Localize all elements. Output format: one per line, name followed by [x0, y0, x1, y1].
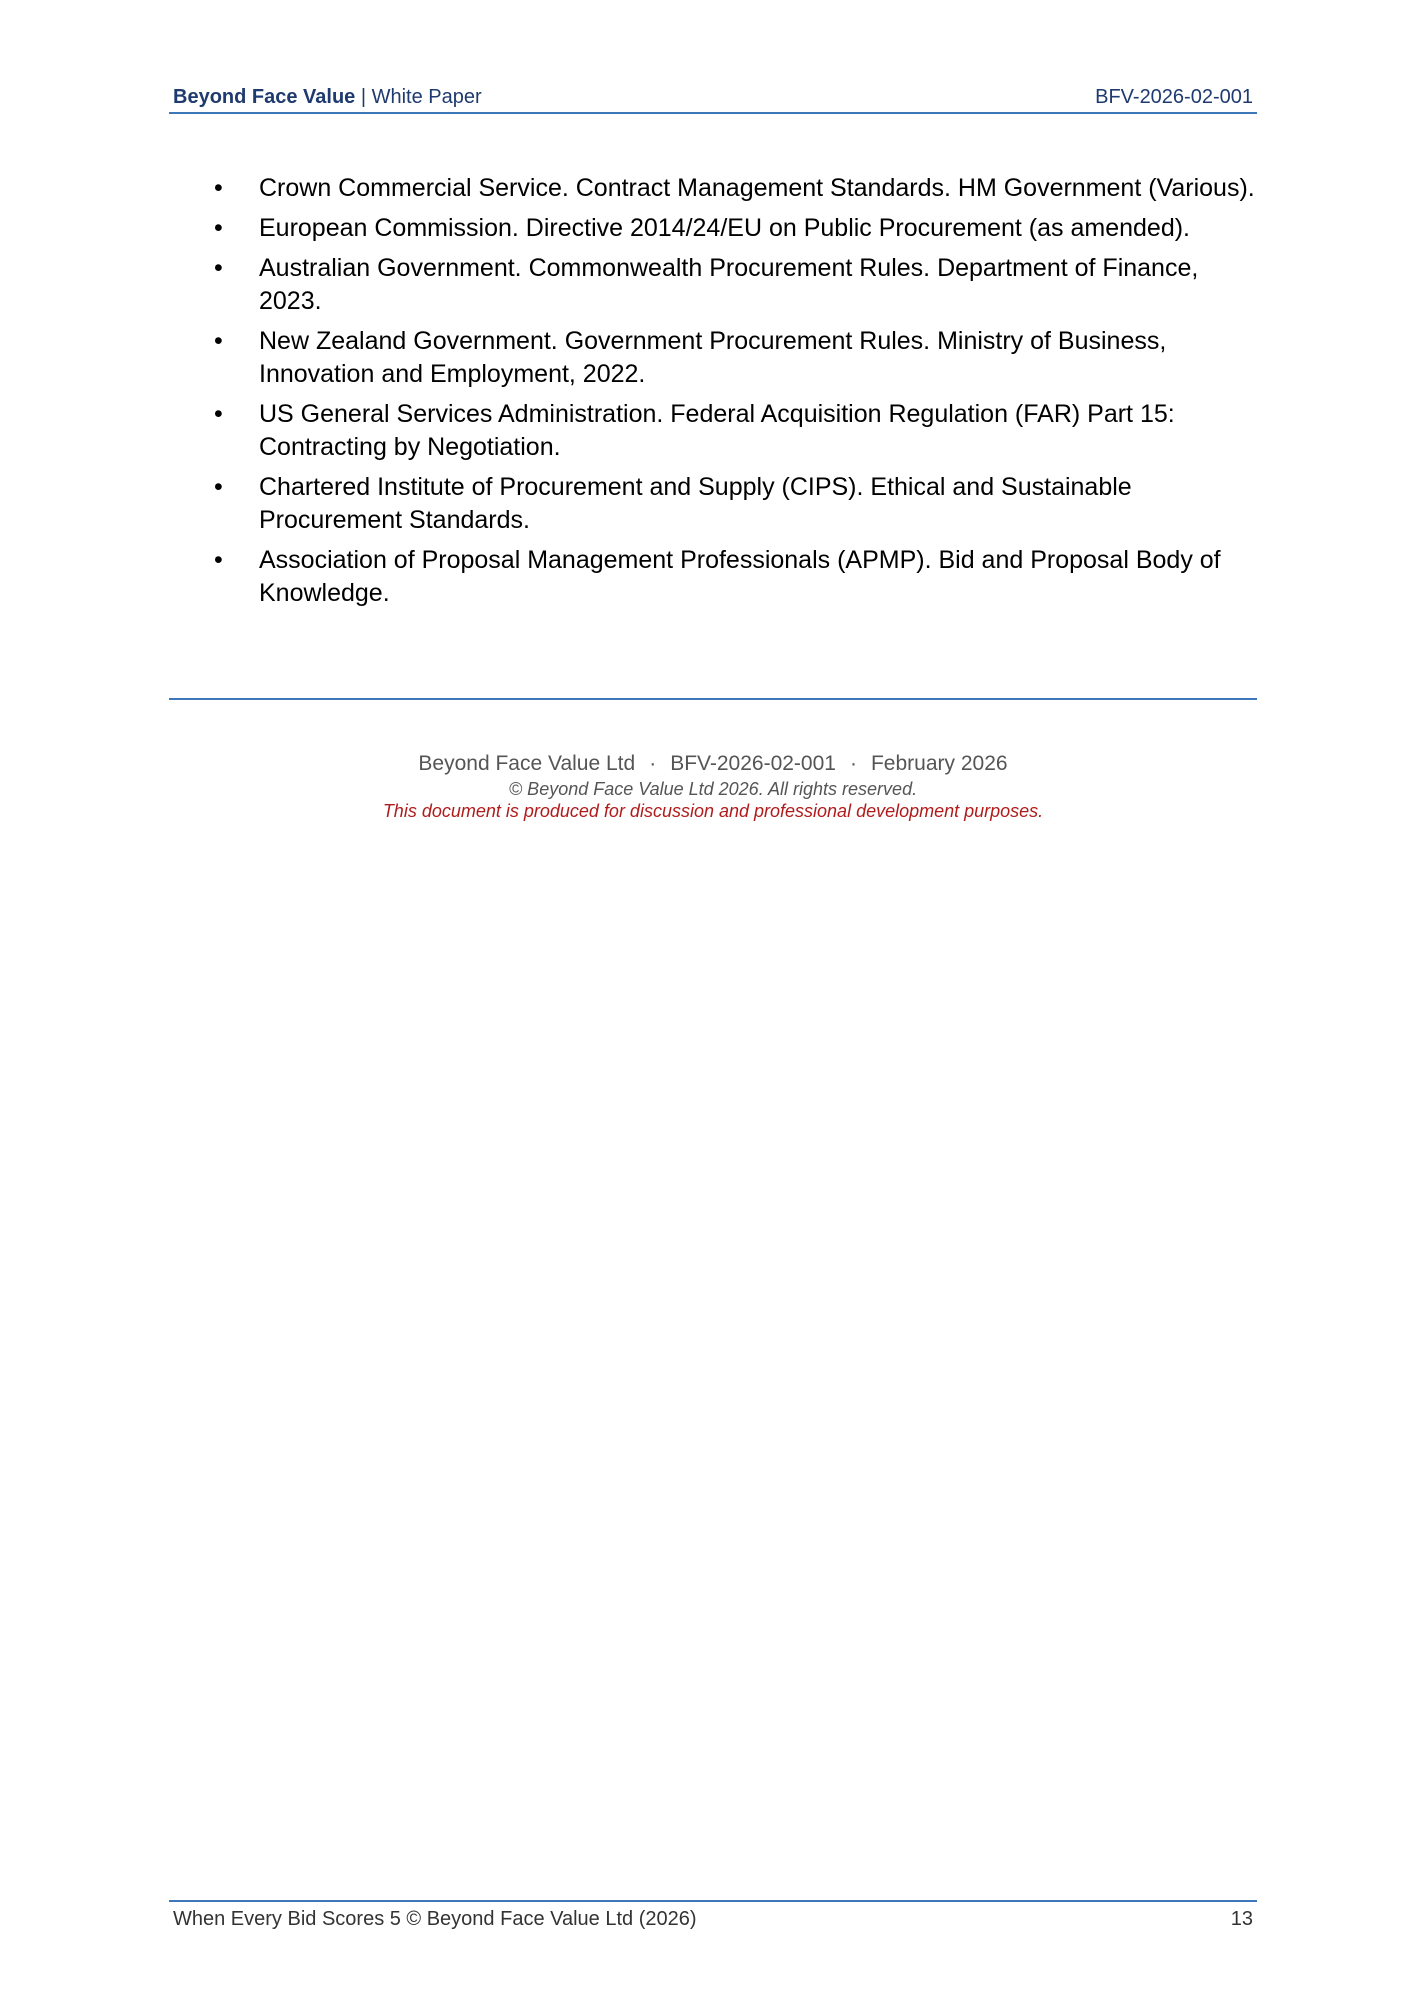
header-separator: | [355, 86, 372, 108]
reference-item [169, 212, 1257, 245]
footer-divider [169, 1900, 1257, 1902]
content-divider [169, 698, 1257, 700]
header-doc-type: White Paper [371, 86, 482, 108]
colophon-date: February 2026 [870, 752, 1008, 775]
header-title [173, 86, 482, 109]
reference-text: Australian Government. Commonwealth Procurement Rules. Department of Finance, 2023. [259, 254, 1199, 315]
bullet-icon: • [214, 214, 223, 242]
reference-item [169, 325, 1257, 391]
colophon-dot-separator: · [849, 752, 857, 775]
reference-text: US General Services Administration. Federal Acquisition Regulation (FAR) Part 15: Contracting by Negotiation. [259, 400, 1175, 461]
reference-item [169, 544, 1257, 610]
reference-text: Crown Commercial Service. Contract Management Standards. HM Government (Various). [259, 174, 1255, 202]
bullet-icon: • [214, 174, 223, 202]
header-doc-id: BFV-2026-02-001 [1095, 86, 1253, 108]
reference-text: European Commission. Directive 2014/24/EU on Public Procurement (as amended). [259, 214, 1191, 242]
reference-item [169, 398, 1257, 464]
colophon-info [169, 752, 1257, 776]
footer-title: When Every Bid Scores 5 © Beyond Face Value Ltd (2026) [173, 1908, 697, 1930]
header-brand: Beyond Face Value [173, 86, 356, 108]
reference-text: Chartered Institute of Procurement and Supply (CIPS). Ethical and Sustainable Procurement Standards. [259, 473, 1132, 534]
page-footer [169, 1906, 1257, 1936]
bullet-icon: • [214, 327, 223, 355]
reference-item [169, 252, 1257, 318]
reference-text: Association of Proposal Management Professionals (APMP). Bid and Proposal Body of Knowledge. [259, 546, 1221, 607]
page-header [169, 82, 1257, 112]
colophon-disclaimer: This document is produced for discussion and professional development purposes. [382, 801, 1044, 821]
reference-list [169, 172, 1257, 617]
page-number: 13 [1230, 1908, 1253, 1930]
bullet-icon: • [214, 400, 223, 428]
reference-item [169, 172, 1257, 205]
bullet-icon: • [214, 473, 223, 501]
colophon-doc-id: BFV-2026-02-001 [670, 752, 836, 775]
bullet-icon: • [214, 546, 223, 574]
colophon-dot-separator: · [649, 752, 657, 775]
reference-text: New Zealand Government. Government Procurement Rules. Ministry of Business, Innovation and Employment, 2022. [259, 327, 1167, 388]
header-divider [169, 112, 1257, 114]
colophon-copyright: © Beyond Face Value Ltd 2026. All rights reserved. [508, 779, 918, 799]
colophon-company: Beyond Face Value Ltd [418, 752, 636, 775]
reference-item [169, 471, 1257, 537]
bullet-icon: • [214, 254, 223, 282]
